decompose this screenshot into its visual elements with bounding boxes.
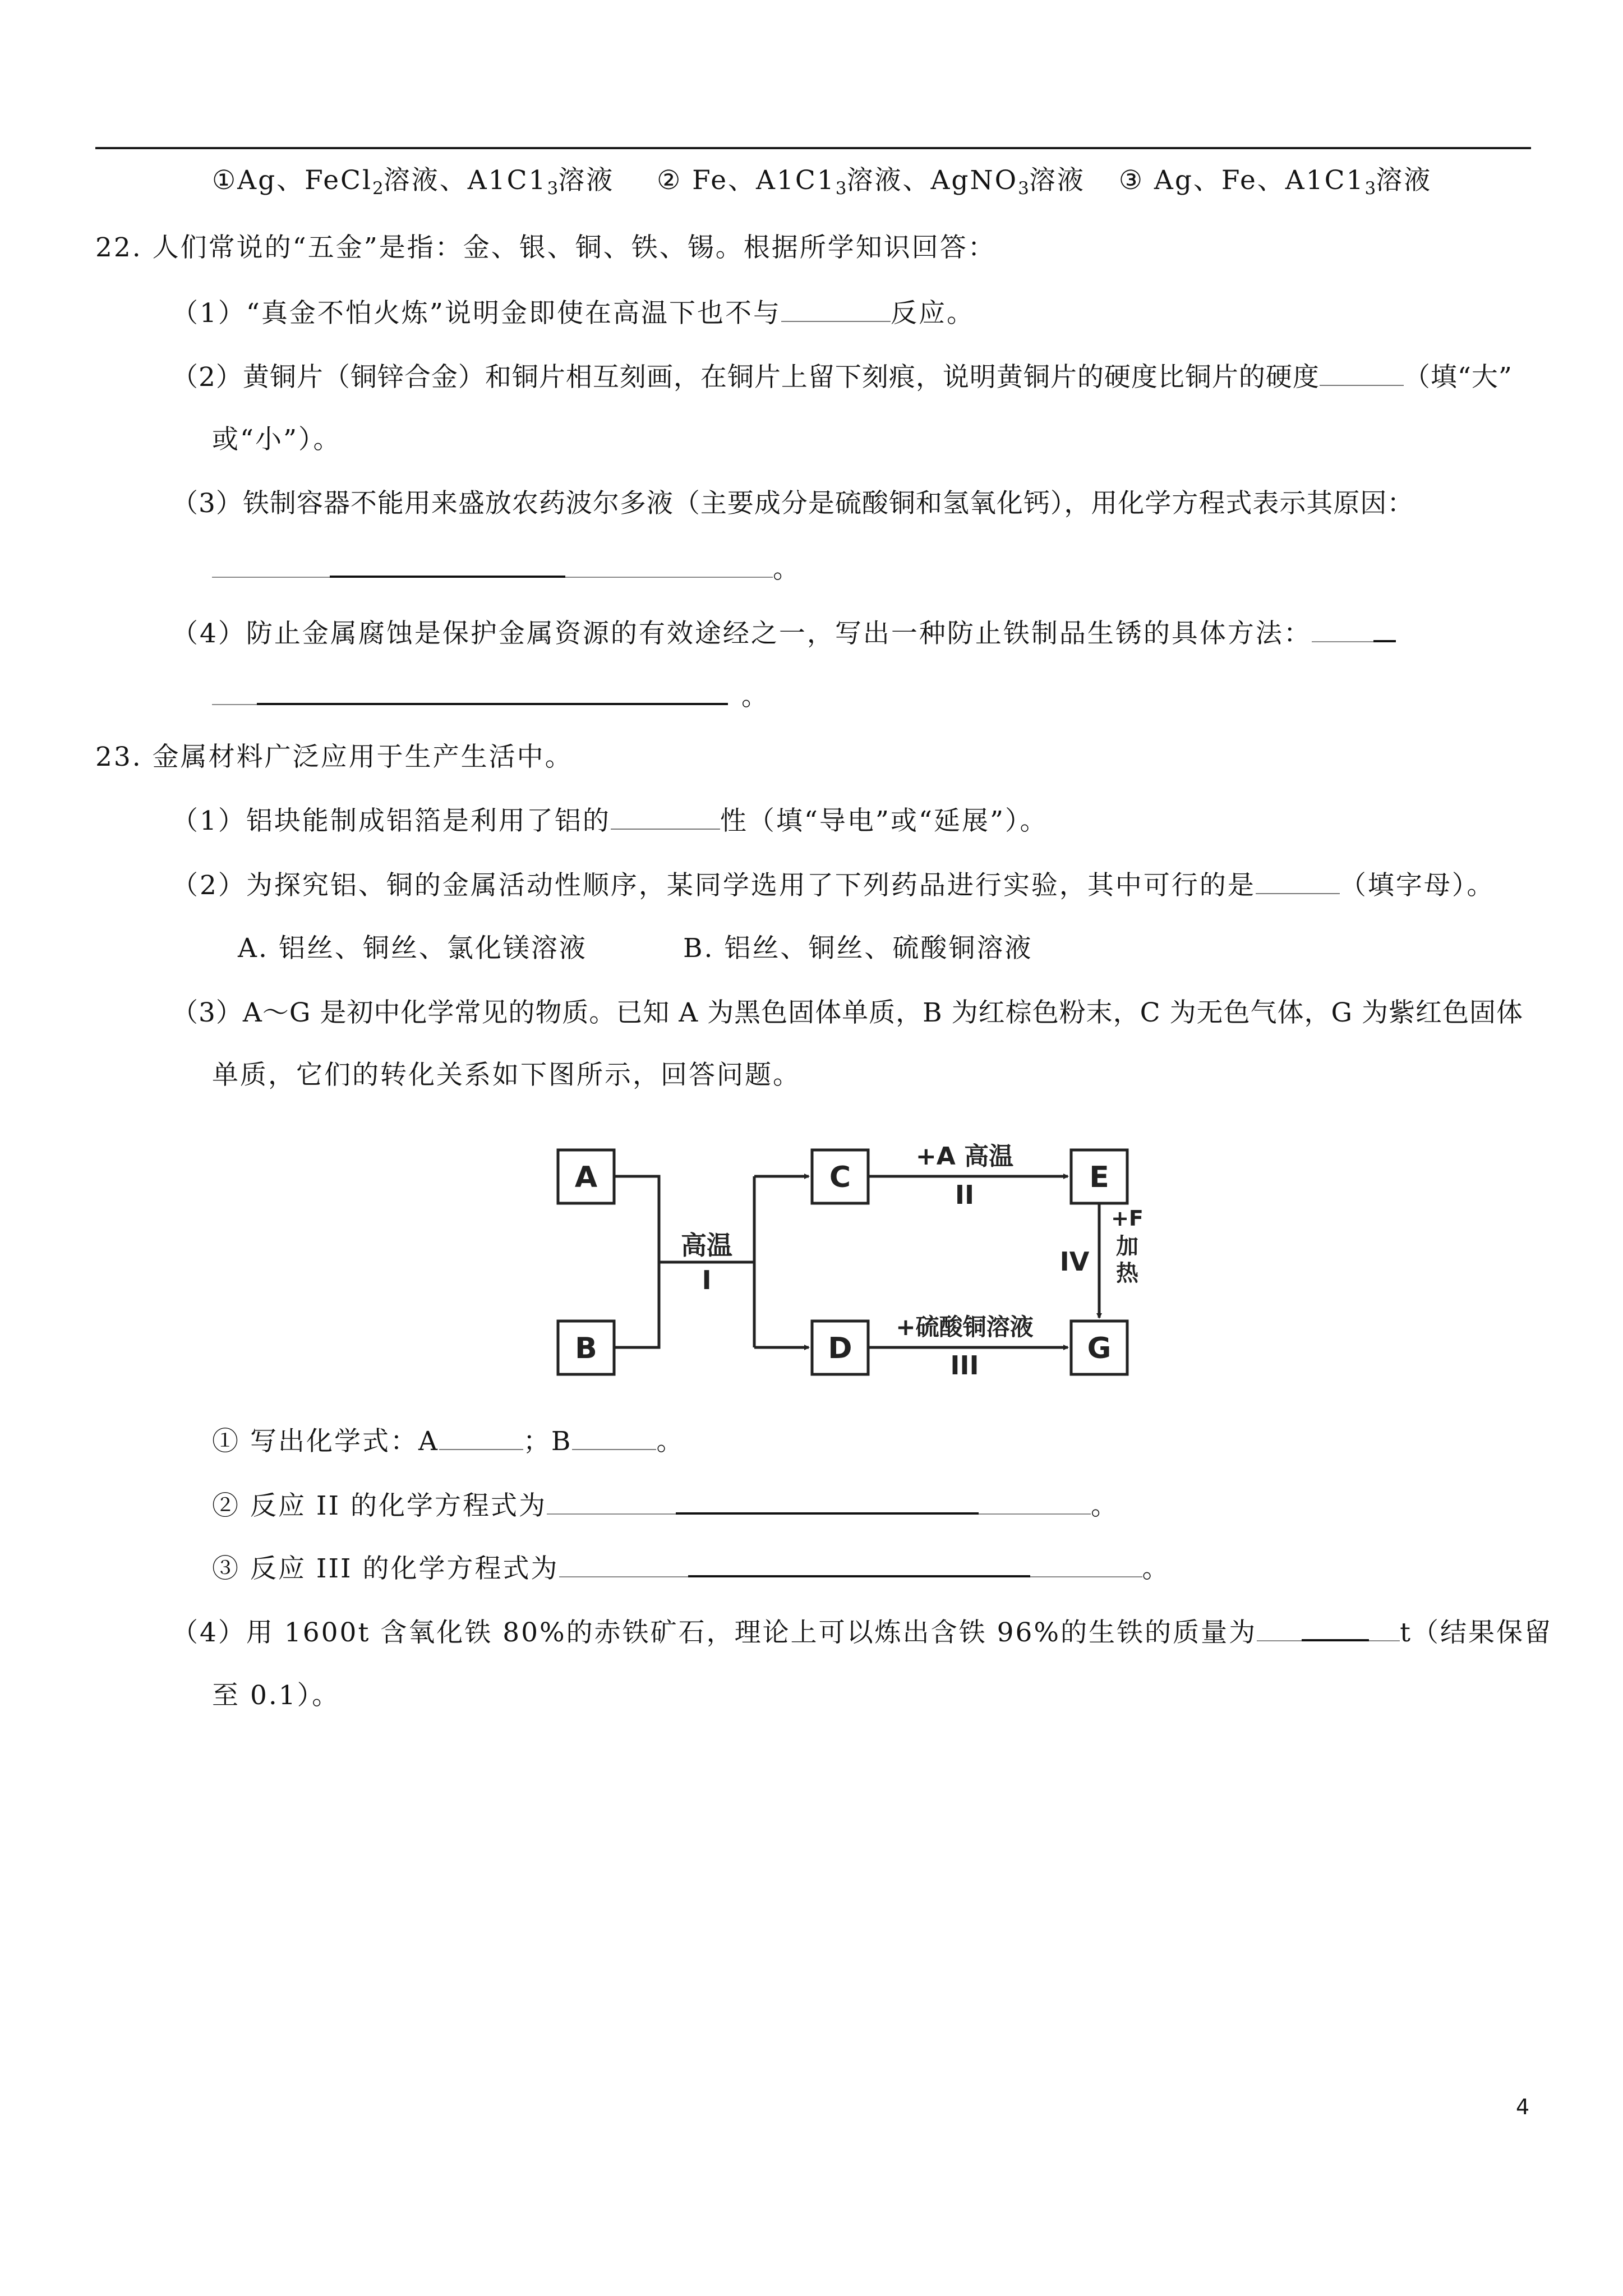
page-number: 4: [1516, 2095, 1530, 2119]
q22-stem: 22. 人们常说的“五金”是指：金、银、铜、铁、锡。根据所学知识回答：: [95, 232, 996, 263]
reaction-4-reagent: +F: [1111, 1206, 1144, 1231]
q23-sub-3: ③ 反应 III 的化学方程式为 。: [212, 1553, 1170, 1584]
reaction-1-condition: 高温: [681, 1230, 732, 1260]
q22-part-3: （3）铁制容器不能用来盛放农药波尔多液（主要成分是硫酸铜和氢氧化钙），用化学方程式表示其原因：: [172, 488, 1414, 519]
q22-part-4-answer: 。: [212, 680, 769, 714]
q23-option-a: A. 铝丝、铜丝、氯化镁溶液: [238, 933, 587, 964]
reaction-3-label: III: [950, 1350, 979, 1381]
q22-part-2: （2）黄铜片（铜锌合金）和铜片相互刻画，在铜片上留下刻痕，说明黄铜片的硬度比铜片的硬度 （填“大”: [172, 362, 1513, 393]
connector-a: [614, 1176, 659, 1347]
header-rule: [95, 147, 1531, 149]
reaction-2-condition: +A 高温: [915, 1142, 1014, 1171]
answer-blank[interactable]: [212, 554, 773, 578]
answer-blank[interactable]: [559, 1554, 1142, 1577]
q23-part-4-cont: 至 0.1）。: [212, 1680, 340, 1711]
reaction-1-label: I: [702, 1265, 712, 1295]
answer-blank[interactable]: [212, 682, 728, 705]
q23-part-3: （3）A～G 是初中化学常见的物质。已知 A 为黑色固体单质，B 为红棕色粉末，C 为无色气体，G 为紫红色固体: [172, 997, 1524, 1028]
reaction-3-condition: +硫酸铜溶液: [896, 1313, 1034, 1341]
reaction-4-cond-char2: 热: [1116, 1260, 1138, 1286]
q23-option-b: B. 铝丝、铜丝、硫酸铜溶液: [683, 933, 1033, 964]
q23-part-1: （1）铝块能制成铝箔是利用了铝的 性（填“导电”或“延展”）。: [172, 806, 1048, 836]
q23-sub-1: ① 写出化学式：A ；B 。: [212, 1426, 685, 1457]
box-a-label: A: [574, 1161, 598, 1194]
q23-part-3-cont: 单质，它们的转化关系如下图所示，回答问题。: [212, 1060, 801, 1091]
answer-blank[interactable]: [1320, 361, 1404, 386]
option-2: ② Fe、$A1C1_3$溶液、AgNO$_3$溶液: [657, 165, 1085, 199]
box-g-label: G: [1087, 1332, 1112, 1365]
box-d-label: D: [828, 1332, 852, 1365]
options-line: [212, 164, 1432, 205]
answer-blank[interactable]: [572, 1425, 656, 1450]
box-e-label: E: [1089, 1161, 1109, 1194]
answer-blank[interactable]: [1256, 869, 1340, 894]
reaction-flow-diagram: [550, 1128, 1166, 1391]
q22-part-4: （4）防止金属腐蚀是保护金属资源的有效途经之一，写出一种防止铁制品生锈的具体方法：: [172, 617, 1396, 651]
option-1: ①Ag、FeCl$_2$溶液、$A1C1_3$溶液: [212, 165, 615, 199]
q22-part-1: （1）“真金不怕火炼”说明金即使在高温下也不与 反应。: [172, 298, 975, 329]
box-c-label: C: [829, 1161, 851, 1194]
answer-blank[interactable]: [439, 1425, 523, 1450]
answer-blank[interactable]: [611, 805, 720, 830]
q22-part-3-answer: 。: [212, 553, 801, 586]
reaction-4-cond-char1: 加: [1116, 1234, 1138, 1259]
q23-sub-2: ② 反应 II 的化学方程式为 。: [212, 1490, 1119, 1521]
option-3: ③ Ag、Fe、$A1C1_3$溶液: [1118, 165, 1432, 199]
reaction-4-label: IV: [1059, 1246, 1090, 1277]
answer-blank[interactable]: [1257, 1618, 1400, 1641]
answer-blank[interactable]: [547, 1491, 1091, 1515]
answer-blank[interactable]: [1312, 619, 1396, 642]
q23-part-2: （2）为探究铝、铜的金属活动性顺序，某同学选用了下列药品进行实验，其中可行的是 （填字母）。: [172, 870, 1495, 901]
q23-stem: 23. 金属材料广泛应用于生产生活中。: [95, 742, 573, 772]
box-b-label: B: [575, 1332, 597, 1365]
q22-part-2-cont: 或“小”）。: [212, 424, 342, 455]
answer-blank[interactable]: [781, 297, 891, 322]
reaction-2-label: II: [955, 1180, 975, 1210]
q23-part-4: （4）用 1600t 含氧化铁 80%的赤铁矿石，理论上可以炼出含铁 96%的生铁的质量为 t（结果保留: [172, 1617, 1552, 1648]
